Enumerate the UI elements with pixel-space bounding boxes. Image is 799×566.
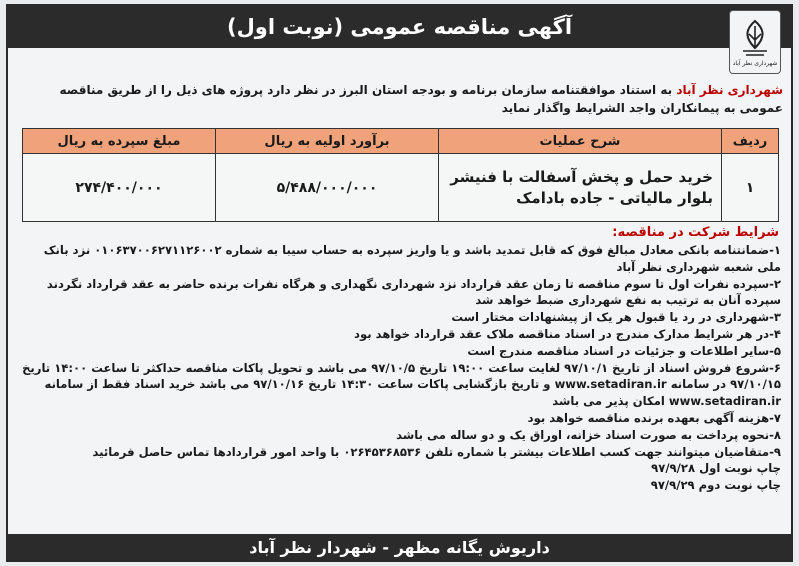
list-item: ۶-شروع فروش اسناد از تاریخ ۹۷/۱۰/۱ لغایت ساعت ۱۹:۰۰ تاریخ ۹۷/۱۰/۵ می باشد و تحویل پاکات مناقصه حداکثر تا ساعت ۱۴:۰۰ تاریخ ۹۷/۱۰/۱۵ در سامانه www.setadiran.ir و تاریخ بازگشایی پاکات ساعت ۱۴:۳۰ تاریخ ۹۷/۱۰/۱۶ می باشد خرید اسناد فقط از سامانه www.setadiran.ir امکان پذیر می باشد: [22, 360, 781, 409]
notice-title: آگهی مناقصه عمومی (نوبت اول): [226, 15, 573, 39]
signature: داریوش یگانه مظهر - شهردار نظر آباد: [249, 537, 550, 557]
intro-text: به استناد موافقتنامه سازمان برنامه و بودجه استان البرز در نظر دارد پروژه های ذیل را از طریق مناقصه عمومی به پیمانکاران واجد الشرایط واگذار نماید: [59, 83, 783, 115]
table-row: [23, 154, 779, 222]
logo-caption: شهرداری نظر آباد: [732, 59, 778, 67]
cell-deposit: ۲۷۴/۴۰۰/۰۰۰: [23, 154, 216, 222]
list-item: ۲-سپرده نفرات اول تا سوم مناقصه تا زمان عقد قرارداد نزد شهرداری نگهداری و هرگاه نفرات برنده حاضر به عقد قرارداد نگردند سپرده آنان به ترتیب به نفع شهرداری ضبط خواهد شد: [46, 276, 781, 308]
cell-row-number: ۱: [722, 154, 779, 222]
emblem-icon: [737, 18, 773, 58]
list-item: ۷-هزینه آگهی بعهده برنده مناقصه خواهد بود: [527, 410, 781, 425]
header-row-number: ردیف: [722, 129, 779, 154]
list-item: ۵-سایر اطلاعات و جزئیات در اسناد مناقصه مندرج است: [467, 343, 781, 358]
header-deposit: مبلغ سپرده به ریال: [23, 129, 216, 154]
cell-description: خرید حمل و پخش آسفالت با فنیشر بلوار مالیاتی - جاده بادامک: [439, 154, 722, 222]
list-item: ۸-نحوه پرداخت به صورت اسناد خزانه، اوراق یک و دو ساله می باشد: [396, 427, 781, 442]
municipality-logo: [729, 10, 781, 74]
intro-paragraph: [16, 81, 783, 117]
tender-notice: [6, 4, 793, 562]
list-item: ۳-شهرداری در رد یا قبول هر یک از پیشنهادات مختار است: [451, 310, 781, 325]
list-item: ۹-متقاضیان میتوانند جهت کسب اطلاعات بیشتر با شماره تلفن ۰۲۶۴۵۳۶۸۵۳۶ با واحد امور قراردادها تماس حاصل فرمائید: [92, 444, 781, 459]
list-item: ۴-در هر شرایط مدارک مندرج در اسناد مناقصه ملاک عقد قرارداد خواهد بود: [354, 326, 781, 341]
conditions-title: شرایط شرکت در مناقصه:: [612, 225, 779, 240]
header-description: شرح عملیات: [439, 129, 722, 154]
organization-name: شهرداری نظر آباد: [676, 83, 783, 97]
print-date-second: چاپ نوبت دوم ۹۷/۹/۲۹: [650, 478, 781, 493]
print-date-first: چاپ نوبت اول ۹۷/۹/۲۸: [651, 461, 781, 476]
list-item: ۱-ضمانتنامه بانکی معادل مبالغ فوق که قابل تمدید باشد و یا واریز سپرده به حساب سیبا به شماره ۰۱۰۶۳۷۰۰۶۲۷۱۱۲۶۰۰۲ نزد بانک ملی شعبه شهرداری نظر آباد: [43, 243, 781, 274]
notice-footer: [8, 534, 791, 560]
table-header-row: [23, 129, 779, 154]
cell-estimate: ۵/۴۸۸/۰۰۰/۰۰۰: [216, 154, 439, 222]
header-estimate: برآورد اولیه به ریال: [216, 129, 439, 154]
conditions-list: [20, 242, 781, 494]
operations-table: [22, 128, 779, 222]
notice-header: [8, 6, 791, 48]
